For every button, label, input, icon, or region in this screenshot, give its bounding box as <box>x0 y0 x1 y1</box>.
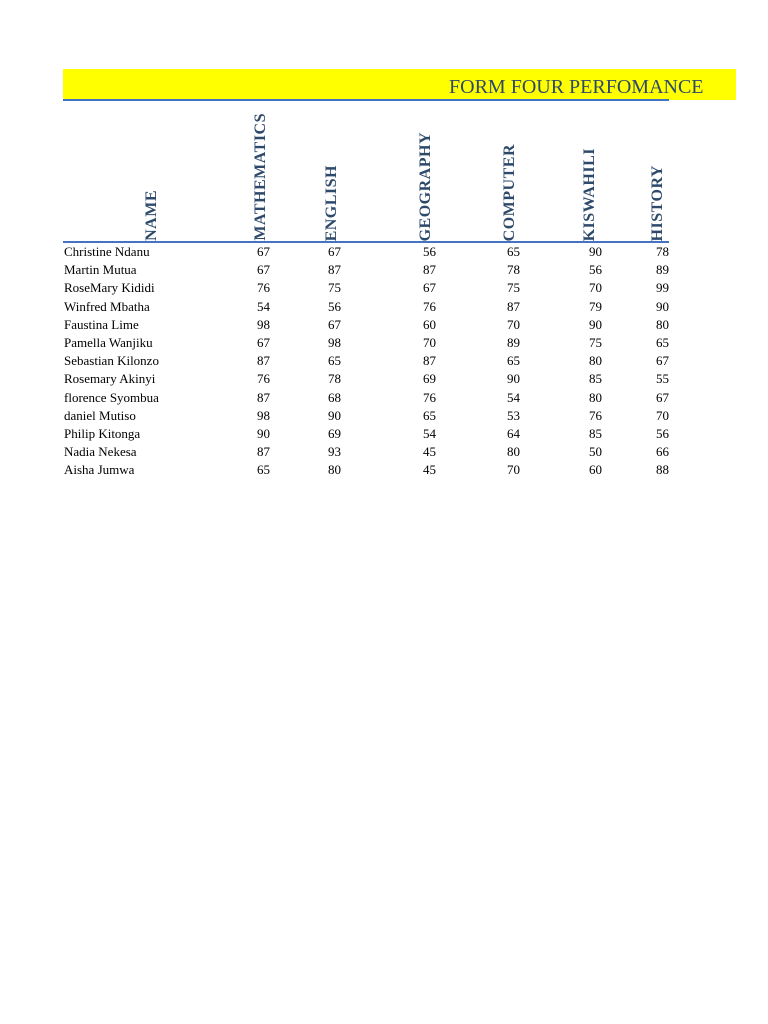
student-name-cell: Philip Kitonga <box>64 426 141 441</box>
score-cell: 80 <box>507 444 520 460</box>
score-cell: 78 <box>328 371 341 387</box>
column-header-english <box>324 100 344 241</box>
score-cell: 56 <box>423 244 436 259</box>
score-cell: 70 <box>423 335 436 350</box>
column-header-mathematics <box>253 100 273 241</box>
student-name-cell: Christine Ndanu <box>64 244 150 259</box>
column-header-name <box>144 100 164 241</box>
score-cell: 56 <box>328 298 341 314</box>
score-cell: 64 <box>507 426 520 441</box>
table-row <box>63 461 669 479</box>
score-cell: 80 <box>589 389 602 405</box>
column-header-kiswahili <box>582 100 602 241</box>
score-cell: 90 <box>507 371 520 387</box>
table-row <box>63 370 669 388</box>
score-cell: 56 <box>589 262 602 278</box>
score-cell: 90 <box>328 407 341 423</box>
table-row <box>63 261 669 279</box>
student-name-cell: Sebastian Kilonzo <box>64 353 159 369</box>
score-cell: 76 <box>589 407 602 423</box>
score-cell: 99 <box>656 280 669 296</box>
score-cell: 89 <box>507 335 520 350</box>
score-cell: 67 <box>257 262 270 278</box>
score-cell: 65 <box>507 353 520 369</box>
student-name-cell: Aisha Jumwa <box>64 462 135 478</box>
score-cell: 54 <box>507 389 520 405</box>
table-row <box>63 279 669 297</box>
score-cell: 98 <box>257 407 270 423</box>
score-cell: 85 <box>589 371 602 387</box>
score-cell: 98 <box>328 335 341 350</box>
score-cell: 88 <box>656 462 669 478</box>
score-cell: 67 <box>328 244 341 259</box>
score-cell: 65 <box>257 462 270 478</box>
score-cell: 79 <box>589 298 602 314</box>
score-cell: 65 <box>656 335 669 350</box>
student-name-cell: RoseMary Kididi <box>64 280 155 296</box>
score-cell: 69 <box>423 371 436 387</box>
score-cell: 45 <box>423 462 436 478</box>
score-cell: 89 <box>656 262 669 278</box>
student-name-cell: daniel Mutiso <box>64 407 136 423</box>
score-cell: 75 <box>589 335 602 350</box>
student-name-cell: Faustina Lime <box>64 316 139 332</box>
score-cell: 54 <box>257 298 270 314</box>
table-row <box>63 425 669 443</box>
score-cell: 67 <box>257 244 270 259</box>
score-cell: 87 <box>507 298 520 314</box>
score-cell: 70 <box>589 280 602 296</box>
score-cell: 93 <box>328 444 341 460</box>
score-cell: 67 <box>656 353 669 369</box>
score-cell: 87 <box>257 444 270 460</box>
score-cell: 69 <box>328 426 341 441</box>
table-row <box>63 298 669 316</box>
score-cell: 68 <box>328 389 341 405</box>
table-row <box>63 389 669 407</box>
score-cell: 78 <box>656 244 669 259</box>
table-row <box>63 443 669 461</box>
score-cell: 87 <box>257 389 270 405</box>
student-name-cell: Rosemary Akinyi <box>64 371 156 387</box>
table-row <box>63 334 669 352</box>
student-name-cell: Pamella Wanjiku <box>64 335 153 350</box>
table-row <box>63 352 669 370</box>
score-cell: 76 <box>423 298 436 314</box>
score-cell: 53 <box>507 407 520 423</box>
table-row <box>63 316 669 334</box>
score-cell: 76 <box>257 280 270 296</box>
column-header-geography-label: GEOGRAPHY <box>417 131 434 241</box>
score-cell: 70 <box>507 462 520 478</box>
score-cell: 60 <box>423 316 436 332</box>
score-cell: 87 <box>328 262 341 278</box>
column-header-mathematics-label: MATHEMATICS <box>252 113 269 241</box>
score-cell: 80 <box>656 316 669 332</box>
score-cell: 76 <box>257 371 270 387</box>
column-header-geography <box>418 100 438 241</box>
score-cell: 90 <box>257 426 270 441</box>
column-header-computer-label: COMPUTER <box>501 143 518 241</box>
score-cell: 85 <box>589 426 602 441</box>
student-name-cell: Martin Mutua <box>64 262 137 278</box>
student-name-cell: florence Syombua <box>64 389 159 405</box>
score-cell: 65 <box>507 244 520 259</box>
score-cell: 90 <box>656 298 669 314</box>
score-cell: 87 <box>423 262 436 278</box>
table-row <box>63 407 669 425</box>
column-header-english-label: ENGLISH <box>323 164 340 241</box>
score-cell: 67 <box>328 316 341 332</box>
score-cell: 67 <box>257 335 270 350</box>
score-cell: 67 <box>656 389 669 405</box>
score-cell: 78 <box>507 262 520 278</box>
score-cell: 90 <box>589 244 602 259</box>
sheet-title: FORM FOUR PERFOMANCE <box>449 76 704 98</box>
score-cell: 55 <box>656 371 669 387</box>
score-cell: 87 <box>423 353 436 369</box>
column-header-kiswahili-label: KISWAHILI <box>581 147 598 241</box>
column-header-name-label: NAME <box>143 190 160 241</box>
score-cell: 60 <box>589 462 602 478</box>
table-row <box>63 243 669 261</box>
score-cell: 65 <box>423 407 436 423</box>
score-cell: 80 <box>589 353 602 369</box>
column-header-history <box>650 100 670 241</box>
score-cell: 66 <box>656 444 669 460</box>
score-cell: 70 <box>656 407 669 423</box>
score-cell: 54 <box>423 426 436 441</box>
score-cell: 90 <box>589 316 602 332</box>
student-name-cell: Nadia Nekesa <box>64 444 137 460</box>
score-cell: 56 <box>656 426 669 441</box>
score-cell: 98 <box>257 316 270 332</box>
column-header-history-label: HISTORY <box>649 164 666 241</box>
score-cell: 45 <box>423 444 436 460</box>
score-cell: 75 <box>328 280 341 296</box>
score-cell: 67 <box>423 280 436 296</box>
score-cell: 87 <box>257 353 270 369</box>
student-name-cell: Winfred Mbatha <box>64 298 150 314</box>
score-cell: 76 <box>423 389 436 405</box>
score-cell: 75 <box>507 280 520 296</box>
score-cell: 80 <box>328 462 341 478</box>
column-header-computer <box>502 100 522 241</box>
score-cell: 70 <box>507 316 520 332</box>
score-cell: 50 <box>589 444 602 460</box>
score-cell: 65 <box>328 353 341 369</box>
